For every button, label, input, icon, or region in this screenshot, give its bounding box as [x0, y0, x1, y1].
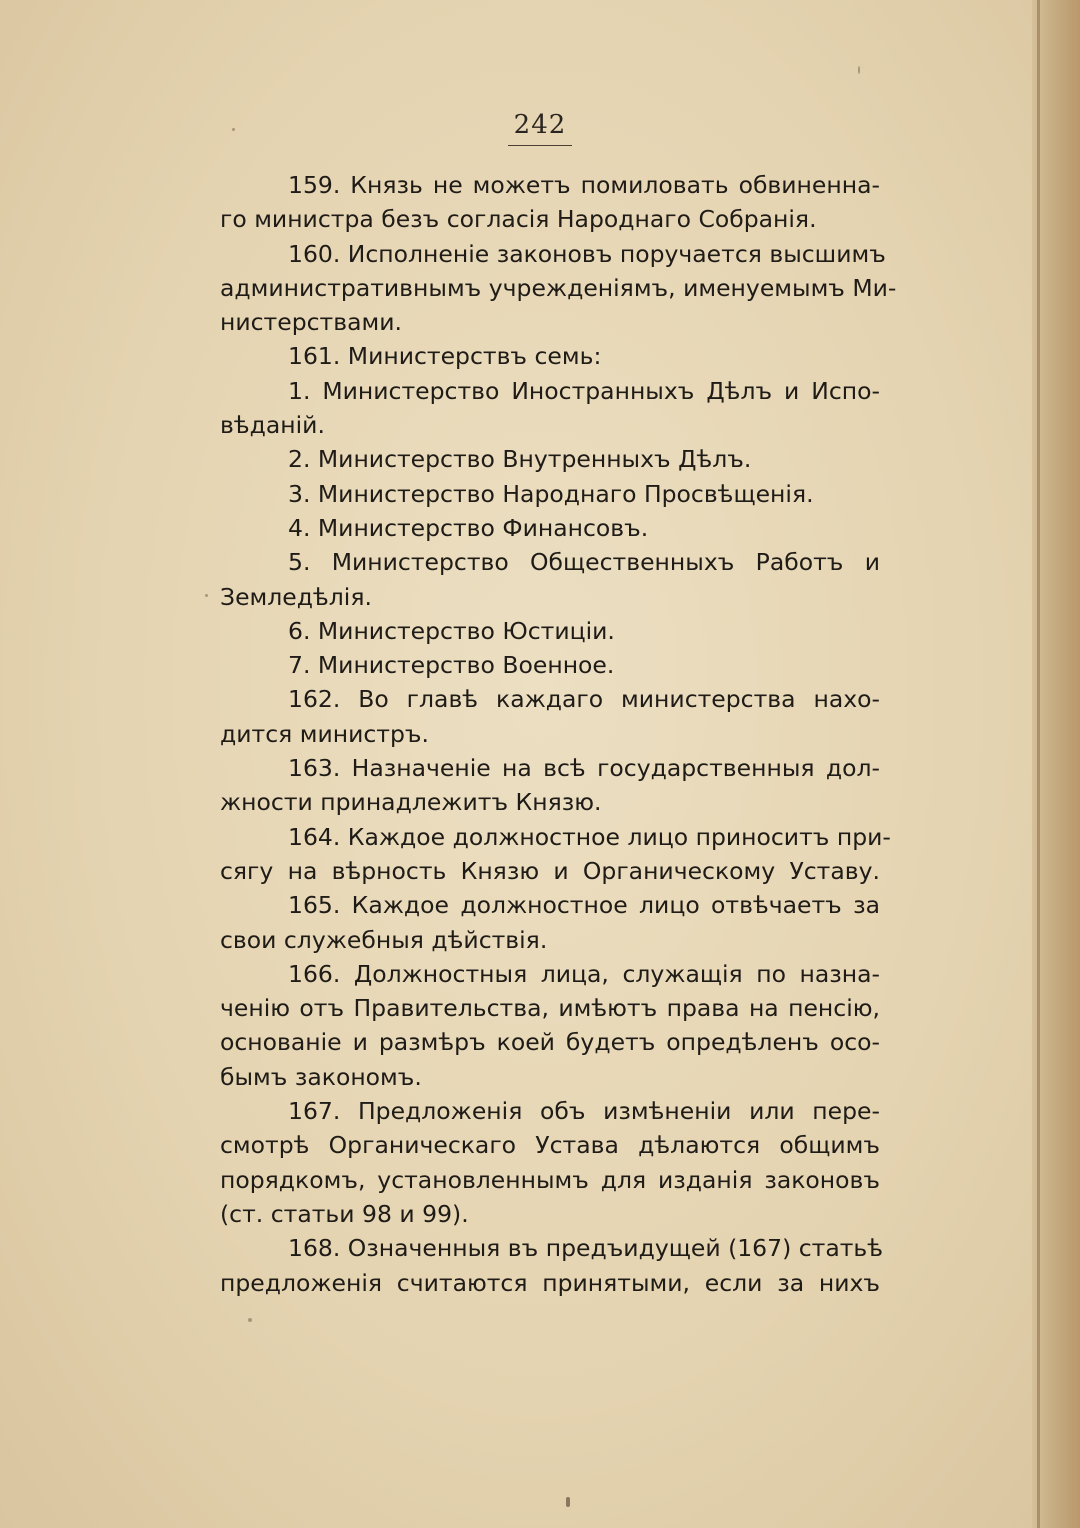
text-line: сягу на вѣрность Князю и Органическому Уставу.	[220, 856, 880, 885]
paper-speck	[205, 594, 208, 597]
text-line: свои служебныя дѣйствія.	[220, 925, 548, 954]
text-line: 166. Должностныя лица, служащія по назна-	[288, 959, 880, 988]
text-line: 168. Означенныя въ предъидущей (167) статьѣ	[288, 1234, 884, 1263]
text-line: 160. Исполненіе законовъ поручается высшимъ	[288, 239, 886, 268]
body-text	[220, 168, 897, 1300]
text-line: 5. Министерство Общественныхъ Работъ и	[288, 548, 880, 577]
text-line: 7. Министерство Военное.	[288, 651, 615, 680]
text-line: 163. Назначеніе на всѣ государственныя дол-	[288, 754, 880, 783]
paper-speck	[232, 128, 235, 131]
text-line: 161. Министерствъ семь:	[288, 342, 602, 371]
page-number: 242	[513, 110, 567, 140]
text-line: 4. Министерство Финансовъ.	[288, 513, 649, 542]
text-line: ченію отъ Правительства, имѣютъ права на пенсію,	[220, 994, 880, 1023]
text-line: (ст. статьи 98 и 99).	[220, 1199, 469, 1228]
text-line: Земледѣлія.	[220, 582, 372, 611]
gutter-fold-line	[1037, 0, 1040, 1528]
text-line: 162. Во главѣ каждаго министерства нахо-	[288, 685, 880, 714]
text-line: дится министръ.	[220, 719, 429, 748]
text-line: предложенія считаются принятыми, если за нихъ	[220, 1268, 880, 1297]
text-line: основаніе и размѣръ коей будетъ опредѣленъ осо-	[220, 1028, 880, 1057]
text-line: жности принадлежитъ Князю.	[220, 788, 602, 817]
text-line: административнымъ учрежденіямъ, именуемымъ Ми-	[220, 273, 897, 302]
paper-speck	[858, 66, 860, 74]
paper-speck	[248, 1318, 252, 1322]
paper-speck	[566, 1497, 570, 1507]
text-line: 6. Министерство Юстиціи.	[288, 616, 615, 645]
text-line: 167. Предложенія объ измѣненіи или пере-	[288, 1097, 880, 1126]
text-line: вѣданій.	[220, 411, 325, 440]
text-line: 1. Министерство Иностранныхъ Дѣлъ и Испо-	[288, 376, 880, 405]
text-line: 3. Министерство Народнаго Просвѣщенія.	[288, 479, 814, 508]
text-line: порядкомъ, установленнымъ для изданія законовъ	[220, 1165, 880, 1194]
text-line: нистерствами.	[220, 308, 402, 337]
text-line: 2. Министерство Внутренныхъ Дѣлъ.	[288, 445, 752, 474]
text-line: 165. Каждое должностное лицо отвѣчаетъ за	[288, 891, 880, 920]
text-line: смотрѣ Органическаго Устава дѣлаются общимъ	[220, 1131, 880, 1160]
text-line: го министра безъ согласія Народнаго Собранія.	[220, 205, 817, 234]
text-line: бымъ закономъ.	[220, 1062, 422, 1091]
text-line: 164. Каждое должностное лицо приноситъ при-	[288, 822, 891, 851]
text-line: 159. Князь не можетъ помиловать обвиненна-	[288, 171, 880, 199]
page-number-rule	[508, 145, 572, 146]
